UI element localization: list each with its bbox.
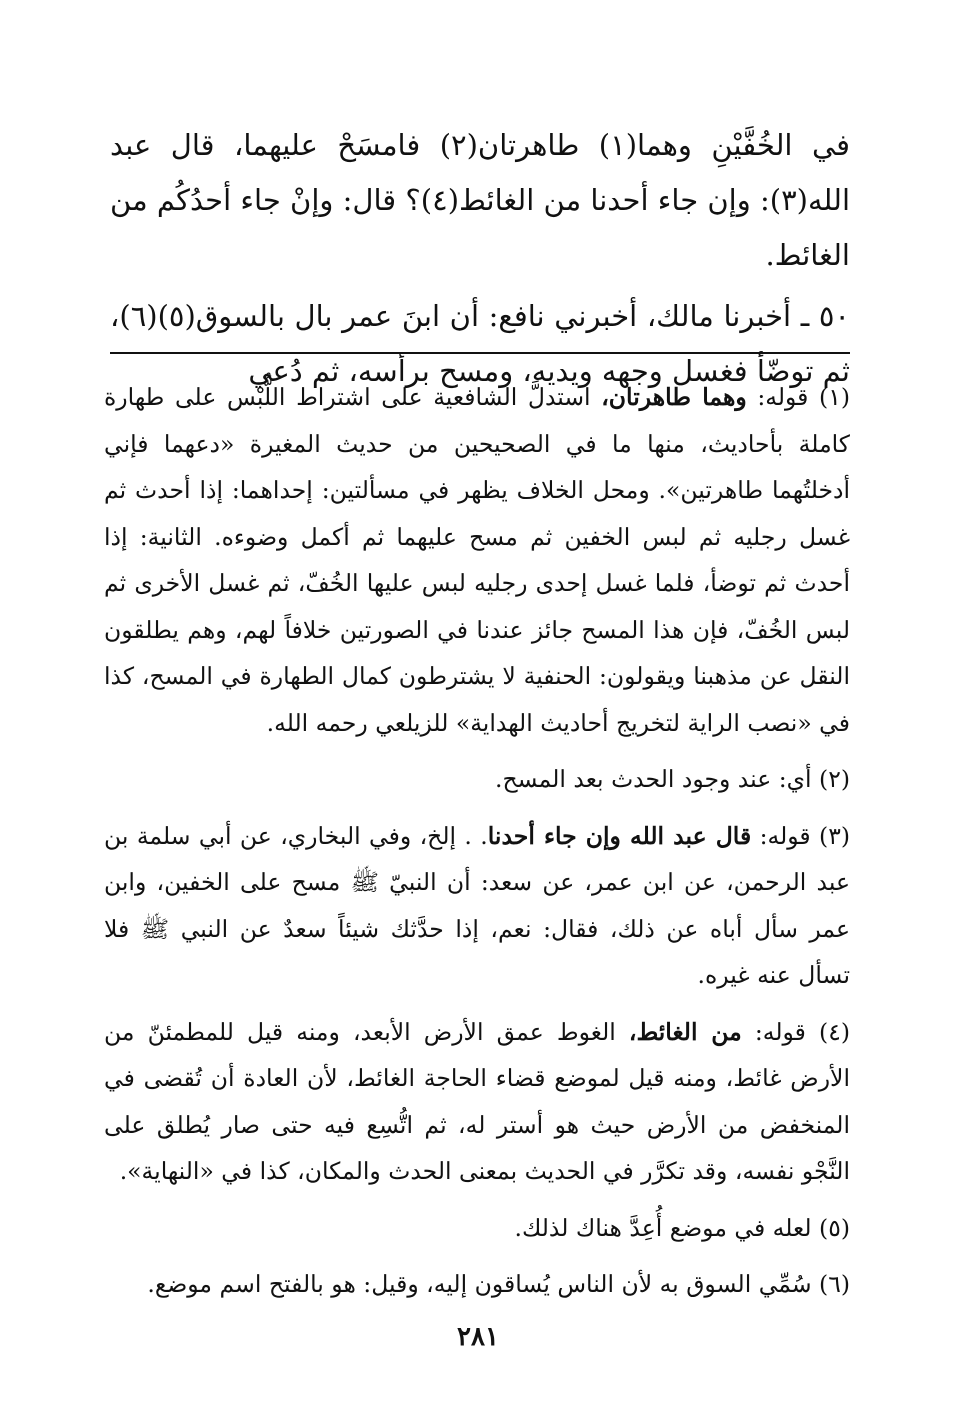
footnote-text: أي: عند وجود الحدث بعد المسح. [495, 765, 820, 793]
footnote-text: لعله في موضع أُعِدَّ هناك لذلك. [514, 1213, 820, 1242]
footnote-keyword: قال عبد الله وإن جاء أحدنا [487, 821, 752, 850]
footnote-number: (٥) [819, 1213, 850, 1242]
footnote-text: الغوط عمق الأرض الأبعد، ومنه قيل للمطمئنّ من الأرض غائط، ومنه قيل لموضع قضاء الحاجة الغائط، لأن العادة أن تُقضى في المنخفض من الأرض حيث هو أستر له، ثم اتُّسِع فيه حتى صار يُطلق على النَّجْو نفسه، وقد تكرَّر في الحديث بمعنى الحدث والمكان، كذا في «النهاية». [104, 1017, 850, 1185]
footnote-text: . . إلخ، وفي البخاري، عن أبي سلمة بن عبد الرحمن، عن ابن عمر، عن سعد: أن النبيّ ﷺ مسح على الخفين، وابن عمر سأل أباه عن ذلك، فقال: نعم، إذا حدَّثك شيئاً سعدٌ عن النبي ﷺ فلا تسأل عنه غيره. [104, 821, 850, 989]
footnote-number: (٣) [819, 821, 850, 850]
footnote-number: (١) [819, 383, 850, 411]
footnote-divider [110, 352, 850, 354]
footnote-2 [104, 756, 850, 803]
footnotes [104, 374, 850, 1318]
footnote-keyword: من الغائط، [628, 1017, 742, 1046]
footnote-text: استدلَّ الشافعية على اشتراط اللُّبْس على طهارة كاملة بأحاديث، منها ما في الصحيحين من حديث المغيرة «دعهما فإني أدخلتُهما طاهرتين». ومحل الخلاف يظهر في مسألتين: إحداهما: إذا أحدث ثم غسل رجليه ثم لبس الخفين ثم مسح عليهما ثم أكمل وضوءه. الثانية: إذا أحدث ثم توضأ، فلما غسل إحدى رجليه لبس عليها الخُفّ، ثم غسل الأخرى ثم لبس الخُفّ، فإن هذا المسح جائز عندنا في الصورتين خلافاً لهم، وهم يطلقون النقل عن مذهبنا ويقولون: الحنفية لا يشترطون كمال الطهارة في المسح، كذا في «نصب الراية لتخريج أحاديث الهداية» للزيلعي رحمه الله. [104, 383, 850, 737]
footnote-5 [104, 1205, 850, 1252]
footnote-4 [104, 1009, 850, 1195]
main-paragraph-1: في الخُفَّيْنِ وهما(١) طاهرتان(٢) فامسَحْ عليهما، قال عبد الله(٣): وإن جاء أحدنا من الغائط(٤)؟ قال: وإنْ جاء أحدُكُم من الغائط. [110, 128, 850, 272]
footnote-keyword: وهما طاهرتان، [601, 383, 747, 411]
footnote-lead: قوله: [751, 821, 811, 850]
footnote-text: سُمِّي السوق به لأن الناس يُساقون إليه، وقيل: هو بالفتح اسم موضع. [147, 1270, 820, 1298]
main-paragraph-2: ٥٠ ـ أخبرنا مالك، أخبرني نافع: أن ابنَ عمر بال بالسوق(٥)(٦)، ثم توضّأ فغسل وجهه ويديه، ومسح برأسه، ثم دُعي [110, 299, 850, 388]
footnote-3 [104, 813, 850, 999]
footnote-lead: قوله: [746, 383, 809, 411]
footnote-number: (٤) [819, 1017, 850, 1046]
footnote-1 [104, 374, 850, 746]
footnote-number: (٦) [819, 1270, 850, 1298]
page-number: ٢٨١ [457, 1322, 499, 1352]
footnote-6 [104, 1261, 850, 1308]
main-text [110, 118, 850, 399]
footnote-number: (٢) [819, 765, 850, 793]
footnote-lead: قوله: [741, 1017, 806, 1046]
